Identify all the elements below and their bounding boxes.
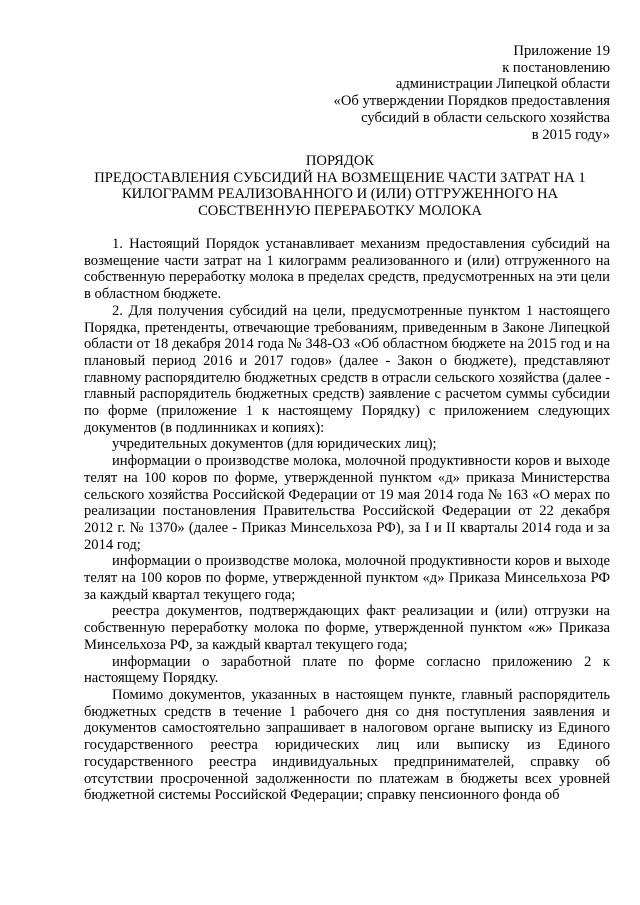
appendix-line: в 2015 году» — [531, 126, 610, 143]
list-item: реестра документов, подтверждающих факт реализации и (или) отгрузки на собственную переработку молока по форме, утвержденной пунктом «ж» Приказа Минсельхоза РФ, за каждый квартал текущего года; — [84, 603, 610, 653]
appendix-line: Приложение 19 — [513, 43, 610, 59]
document-title — [70, 153, 610, 220]
title-line: КИЛОГРАММ РЕАЛИЗОВАННОГО И (ИЛИ) ОТГРУЖЕННОГО НА — [121, 186, 559, 203]
list-item: информации о производстве молока, молочной продуктивности коров и выходе телят на 100 коров по форме, утвержденной пунктом «д» Приказа Минсельхоза РФ за каждый квартал текущего года; — [84, 553, 610, 603]
list-item: информации о производстве молока, молочной продуктивности коров и выходе телят на 100 коров по форме, утвержденной пунктом «д» приказа Министерства сельского хозяйства Российской Федерации от 19 мая 2014 года № 163 «О мерах по реализации постановления Правительства Российской Федерации от 22 декабря 2012 г. № 1370» (далее - Приказ Минсельхоза РФ), за I и II кварталы 2014 года и за 2014 год; — [84, 453, 610, 553]
document-body — [84, 236, 610, 804]
appendix-line: субсидий в области сельского хозяйства — [361, 109, 610, 126]
title-heading: ПОРЯДОК — [305, 153, 375, 169]
paragraph-2: 2. Для получения субсидий на цели, предусмотренные пунктом 1 настоящего Порядка, претенденты, отвечающие требованиям, приведенным в Законе Липецкой области от 18 декабря 2014 года № 348-ОЗ «Об областном бюджете на 2015 год и на плановый период 2016 и 2017 годов» (далее - Закон о бюджете), представляют главному распорядителю бюджетных средств в отрасли сельского хозяйства (далее - главный распорядитель бюджетных средств) заявление с расчетом суммы субсидии по форме (приложение 1 к настоящему Порядку) с приложением следующих документов (в подлинниках и копиях): — [84, 302, 610, 436]
appendix-header — [270, 43, 610, 143]
appendix-line: «Об утверждении Порядков предоставления — [333, 93, 610, 110]
title-line: СОБСТВЕННУЮ ПЕРЕРАБОТКУ МОЛОКА — [198, 203, 482, 220]
paragraph-additional: Помимо документов, указанных в настоящем пункте, главный распорядитель бюджетных средств в течение 1 рабочего дня со дня поступления заявления и документов самостоятельно запрашивает в налоговом органе выписку из Единого государственного реестра юридических лиц или выписку из Единого государственного реестра индивидуальных предпринимателей, справку об отсутствии просроченной задолженности по платежам в бюджеты всех уровней бюджетной системы Российской Федерации; справку пенсионного фонда об — [84, 686, 610, 804]
list-item: информации о заработной плате по форме согласно приложению 2 к настоящему Порядку. — [84, 653, 610, 687]
appendix-line: администрации Липецкой области — [395, 76, 610, 93]
title-line: ПРЕДОСТАВЛЕНИЯ СУБСИДИЙ НА ВОЗМЕЩЕНИЕ ЧАСТИ ЗАТРАТ НА 1 — [94, 169, 586, 186]
paragraph-1: 1. Настоящий Порядок устанавливает механизм предоставления субсидий на возмещение части затрат на 1 килограмм реализованного и (или) отгруженного на собственную переработку молока в пределах средств, предусмотренных на эти цели в областном бюджете. — [84, 236, 610, 303]
appendix-line: к постановлению — [502, 59, 610, 76]
list-item: учредительных документов (для юридических лиц); — [112, 436, 437, 453]
